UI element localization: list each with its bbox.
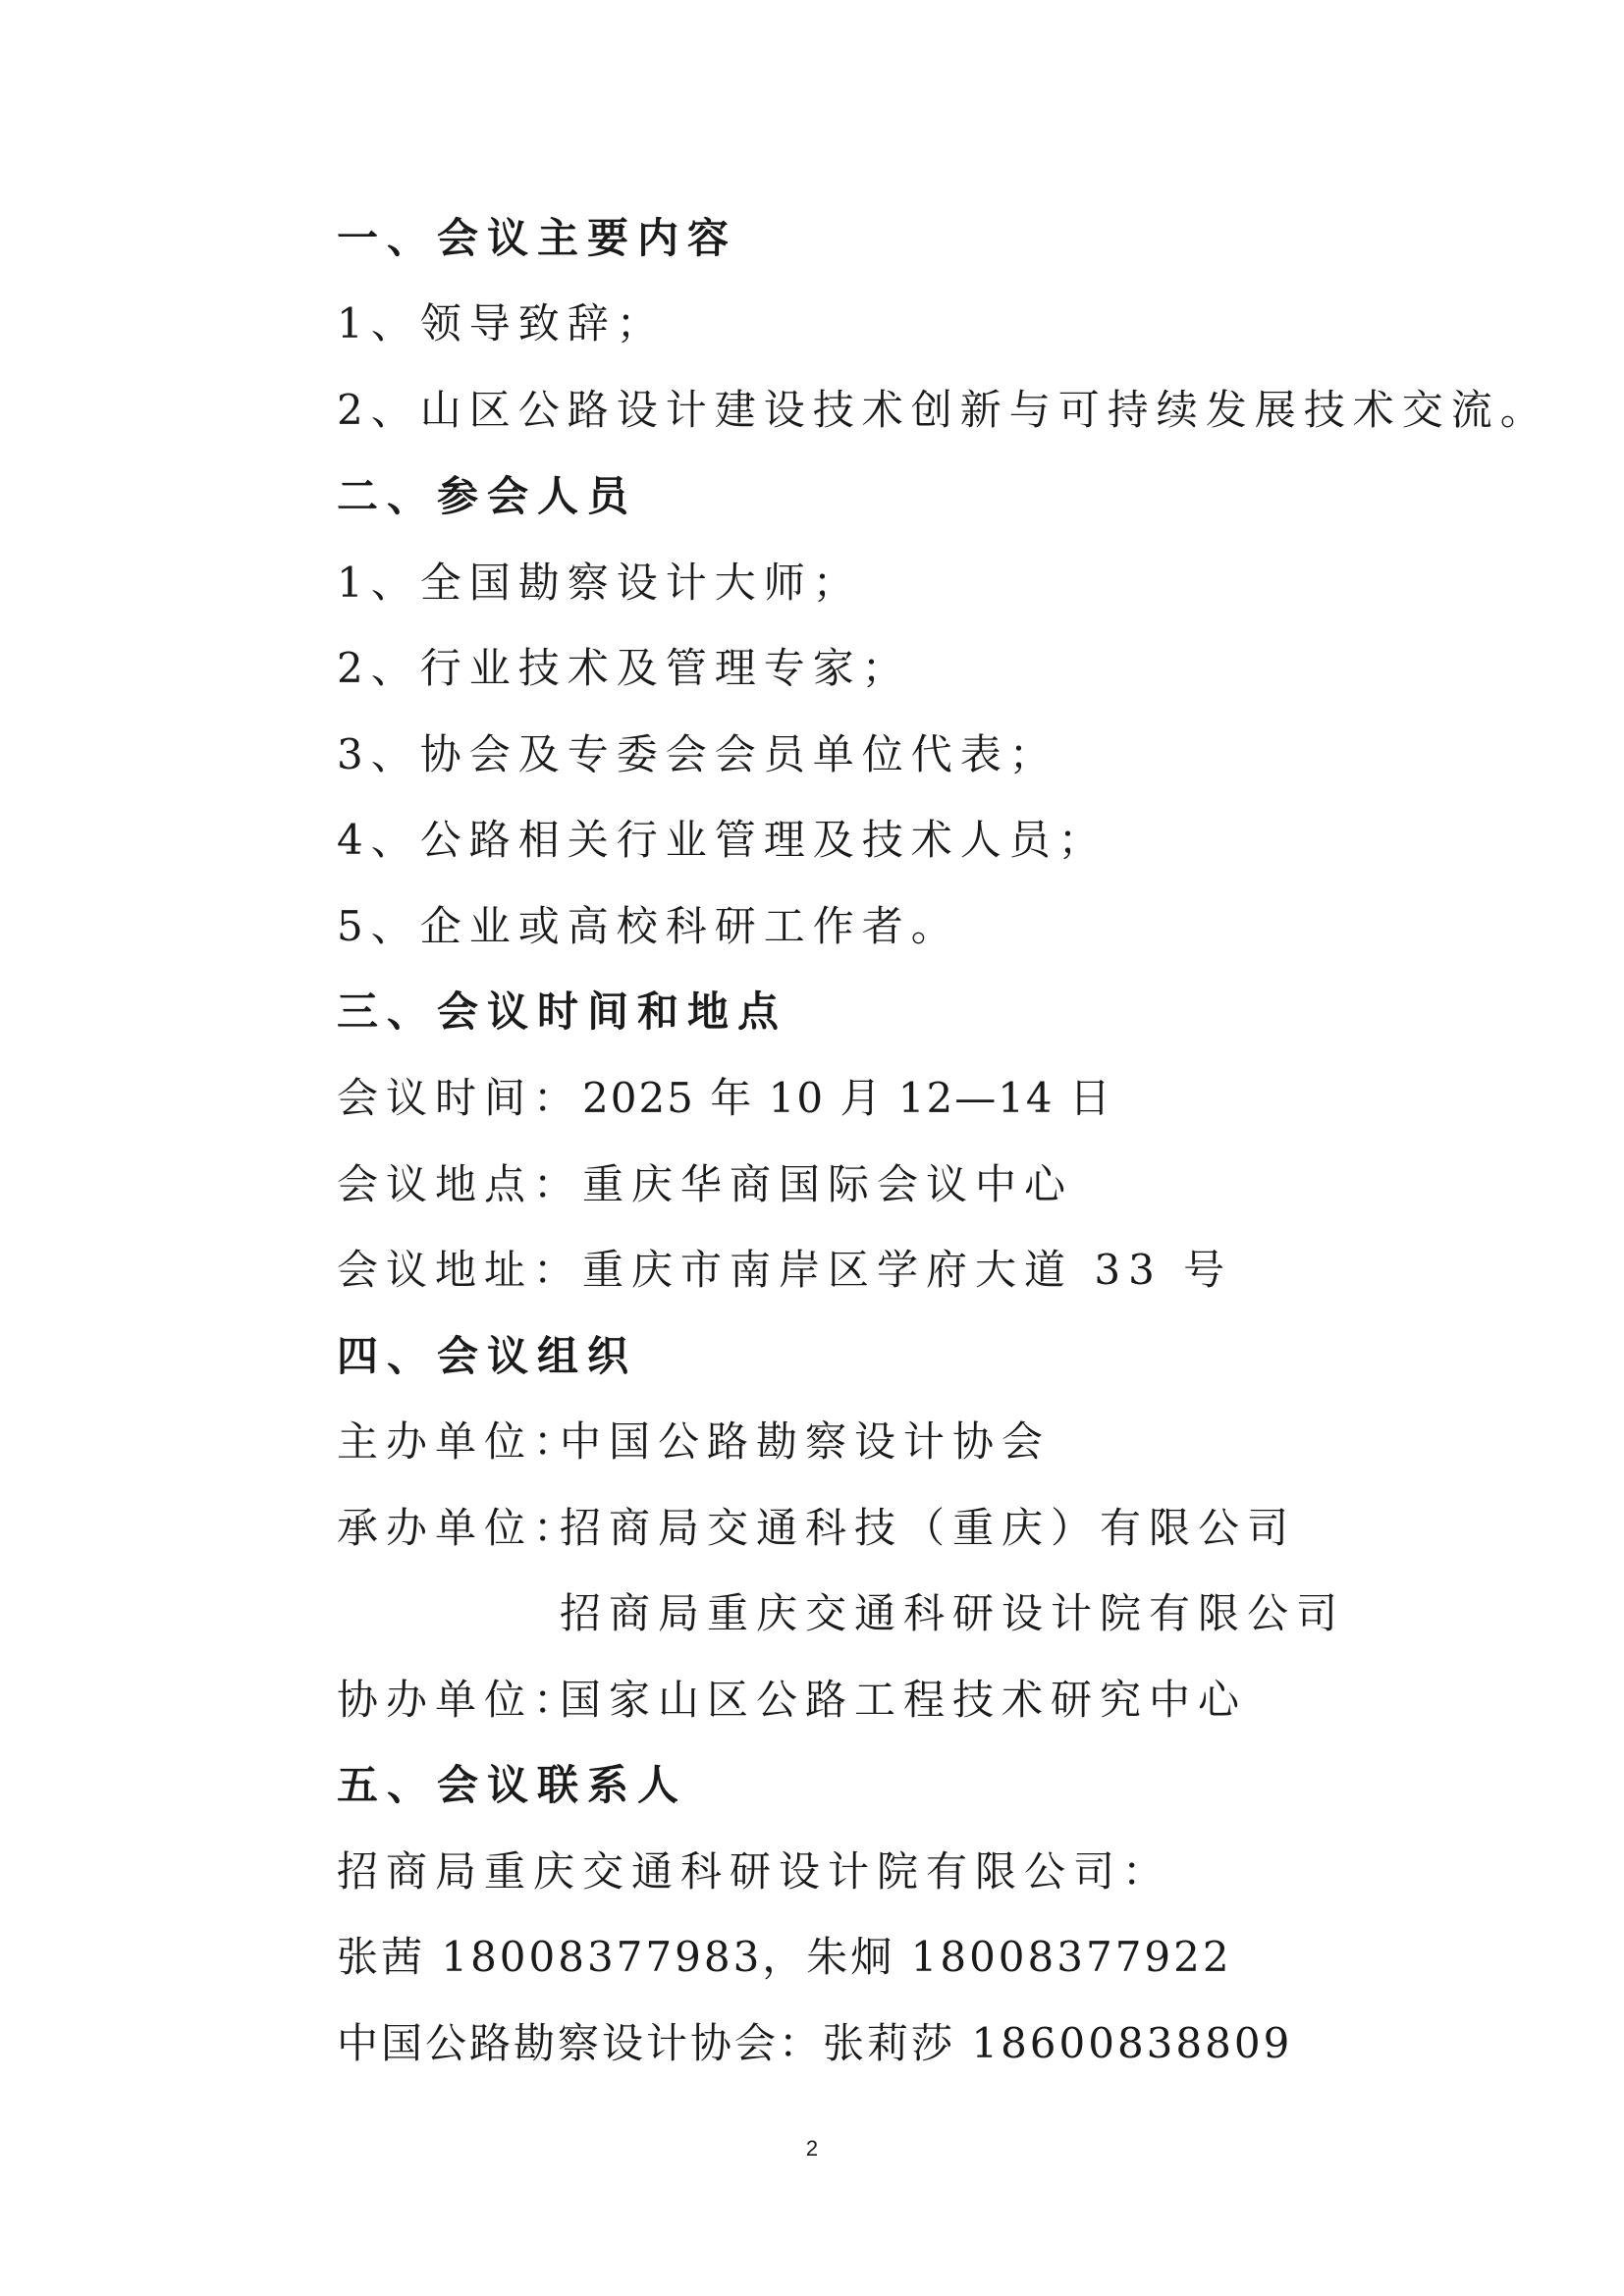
host-label: 主办单位：	[337, 1417, 583, 1466]
contact-person-2: 中国公路勘察设计协会：张莉莎 18600838809	[337, 2019, 1293, 2067]
attendee-item-3: 3、协会及专委会会员单位代表；	[337, 730, 1058, 778]
attendee-item-1: 1、全国勘察设计大师；	[337, 559, 862, 607]
host-row	[337, 1417, 1052, 1466]
meeting-address-row	[337, 1246, 1233, 1294]
section-heading-organization: 四、会议组织	[337, 1332, 638, 1380]
organizer-row	[337, 1504, 1297, 1552]
co-organizer-value: 国家山区公路工程技术研究中心	[560, 1676, 1248, 1724]
organizer-value-2: 招商局重庆交通科研设计院有限公司	[560, 1589, 1346, 1637]
section-heading-meeting-content: 一、会议主要内容	[337, 214, 738, 262]
organizer-value-1: 招商局交通科技（重庆）有限公司	[560, 1504, 1297, 1552]
contact-org-1: 招商局重庆交通科研设计院有限公司：	[337, 1847, 1172, 1896]
meeting-time-label: 会议时间：	[337, 1074, 583, 1122]
attendee-item-4: 4、公路相关行业管理及技术人员；	[337, 816, 1108, 864]
meeting-place-row	[337, 1160, 1074, 1208]
meeting-content-item-1: 1、领导致辞；	[337, 299, 666, 347]
section-heading-contacts: 五、会议联系人	[337, 1761, 688, 1809]
meeting-address-label: 会议地址：	[337, 1246, 583, 1294]
meeting-place-label: 会议地点：	[337, 1160, 583, 1208]
meeting-time-row	[337, 1074, 1112, 1122]
co-organizer-row	[337, 1676, 1248, 1724]
contact-persons-1: 张茜 18008377983，朱炯 18008377922	[337, 1933, 1232, 1981]
organizer-label: 承办单位：	[337, 1504, 583, 1552]
section-heading-time-place: 三、会议时间和地点	[337, 988, 788, 1036]
host-value: 中国公路勘察设计协会	[560, 1417, 1052, 1466]
attendee-item-5: 5、企业或高校科研工作者。	[337, 902, 960, 950]
attendee-item-2: 2、行业技术及管理专家；	[337, 644, 911, 692]
meeting-content-item-2: 2、山区公路设计建设技术创新与可持续发展技术交流。	[337, 386, 1549, 434]
meeting-time-value: 2025 年 10 月 12—14 日	[582, 1074, 1112, 1122]
meeting-place-value: 重庆华商国际会议中心	[582, 1160, 1074, 1208]
meeting-address-value: 重庆市南岸区学府大道 33 号	[582, 1246, 1233, 1294]
page-number: 2	[805, 2136, 819, 2161]
section-heading-attendees: 二、参会人员	[337, 472, 638, 520]
co-organizer-label: 协办单位：	[337, 1676, 583, 1724]
